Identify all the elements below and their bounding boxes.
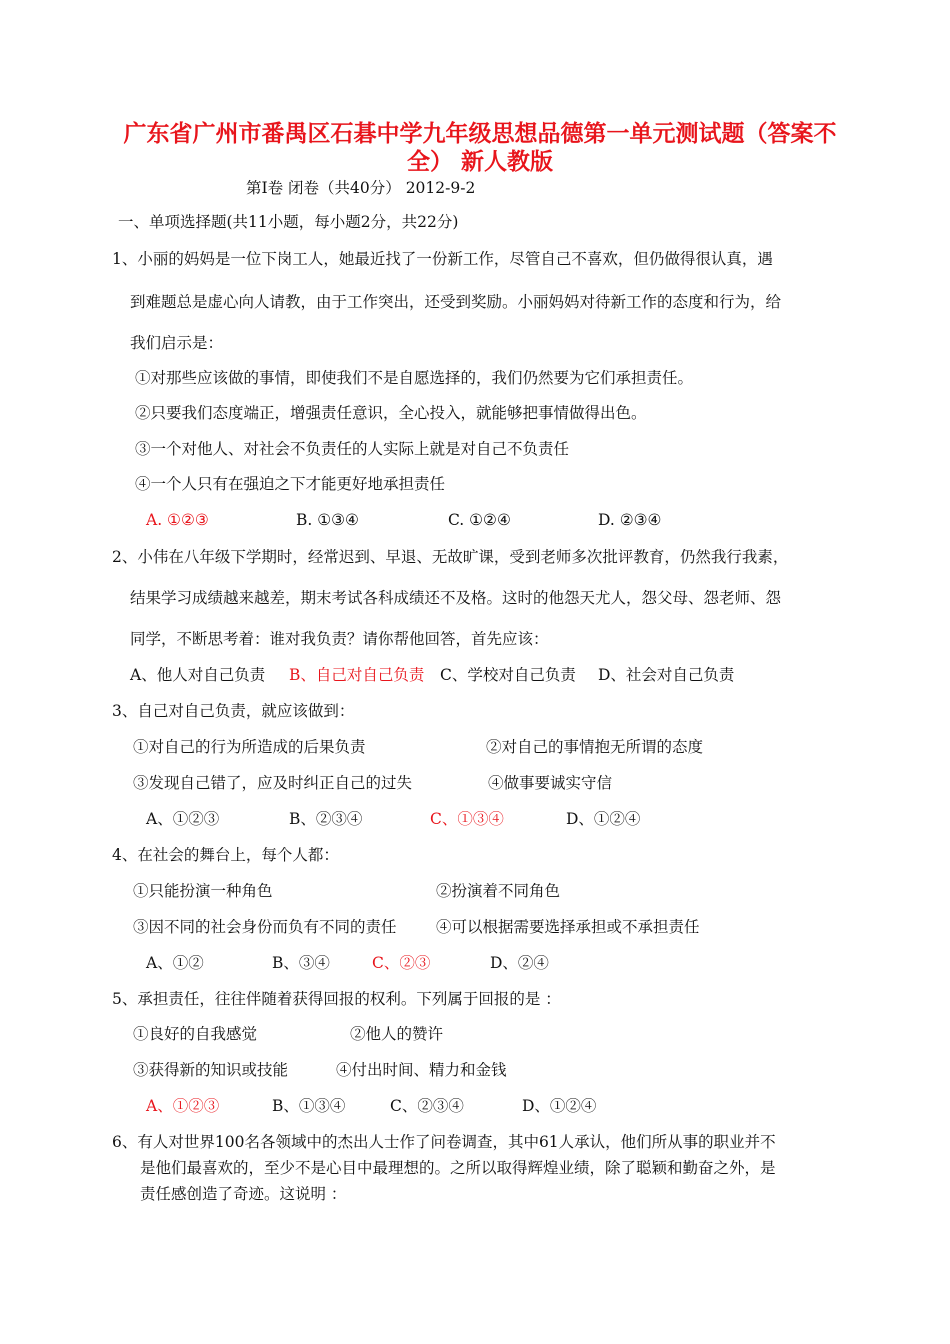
q6-stem-line-2: 是他们最喜欢的，至少不是心目中最理想的。之所以取得辉煌业绩，除了聪颖和勤奋之外，是: [140, 1159, 776, 1177]
q5-stem: 5、承担责任，往往伴随着获得回报的权利。下列属于回报的是 ：: [112, 990, 561, 1008]
q5-statement-2: ②他人的赞许: [350, 1025, 444, 1043]
q3-statement-1: ①对自己的行为所造成的后果负责: [133, 738, 366, 756]
q6-stem-line-1: 6、有人对世界100名各领域中的杰出人士作了问卷调查，其中61人承认，他们所从事的职业并不: [112, 1133, 776, 1151]
q3-option-c: C、①③④: [430, 810, 504, 828]
q5-statement-3: ③获得新的知识或技能: [133, 1061, 289, 1079]
q4-option-d: D、②④: [490, 954, 549, 972]
exam-subtitle: 第Ⅰ卷 闭卷（共40分） 2012-9-2: [246, 179, 476, 197]
q2-option-b: B、自己对自己负责: [289, 666, 425, 684]
q4-statement-4: ④可以根据需要选择承担或不承担责任: [436, 918, 700, 936]
q5-statement-1: ①良好的自我感觉: [133, 1025, 258, 1043]
q1-option-d: D. ②③④: [598, 511, 662, 529]
q2-option-a: A、他人对自己负责: [130, 666, 266, 684]
q2-option-d: D、社会对自己负责: [598, 666, 735, 684]
document-title: [120, 120, 840, 176]
q5-option-a: A、①②③: [146, 1097, 220, 1115]
q1-statement-2: ②只要我们态度端正，增强责任意识，全心投入，就能够把事情做得出色。: [135, 404, 647, 422]
q2-stem-line-1: 2、小伟在八年级下学期时，经常迟到、早退、无故旷课，受到老师多次批评教育，仍然我行我素，: [112, 548, 789, 566]
q2-stem-line-2: 结果学习成绩越来越差，期末考试各科成绩还不及格。这时的他怨天尤人，怨父母、怨老师、怨: [130, 589, 782, 607]
title-line-1: 广东省广州市番禺区石碁中学九年级思想品德第一单元测试题（答案不: [123, 120, 837, 147]
q6-stem-line-3: 责任感创造了奇迹。这说明 ：: [140, 1185, 347, 1203]
title-line-2: 全） 新人教版: [406, 148, 553, 175]
q3-option-a: A、①②③: [146, 810, 220, 828]
q1-stem-line-1: 1、小丽的妈妈是一位下岗工人，她最近找了一份新工作，尽管自己不喜欢，但仍做得很认真，遇: [112, 250, 773, 268]
q1-option-a: A. ①②③: [146, 511, 209, 529]
q2-option-c: C、学校对自己负责: [440, 666, 576, 684]
q1-statement-1: ①对那些应该做的事情，即使我们不是自愿选择的，我们仍然要为它们承担责任。: [135, 369, 694, 387]
q3-stem: 3、自己对自己负责，就应该做到：: [112, 702, 355, 720]
q3-option-b: B、②③④: [289, 810, 363, 828]
q3-option-d: D、①②④: [566, 810, 641, 828]
q2-stem-line-3: 同学，不断思考着：谁对我负责？请你帮他回答，首先应该：: [130, 630, 549, 648]
q1-option-b: B. ①③④: [296, 511, 359, 529]
q1-stem-line-2: 到难题总是虚心向人请教，由于工作突出，还受到奖励。小丽妈妈对待新工作的态度和行为，给: [130, 293, 782, 311]
q1-stem-line-3: 我们启示是：: [130, 334, 224, 352]
q3-statement-3: ③发现自己错了，应及时纠正自己的过失: [133, 774, 413, 792]
q1-statement-4: ④一个人只有在强迫之下才能更好地承担责任: [135, 475, 446, 493]
q3-statement-2: ②对自己的事情抱无所谓的态度: [486, 738, 704, 756]
section-heading: 一、单项选择题(共11小题，每小题2分，共22分): [118, 213, 459, 231]
q4-option-c: C、②③: [372, 954, 431, 972]
q3-statement-4: ④做事要诚实守信: [488, 774, 613, 792]
q4-statement-3: ③因不同的社会身份而负有不同的责任: [133, 918, 397, 936]
q5-statement-4: ④付出时间、精力和金钱: [336, 1061, 507, 1079]
q1-option-c: C. ①②④: [448, 511, 511, 529]
q4-statement-2: ②扮演着不同角色: [436, 882, 561, 900]
q4-option-a: A、①②: [146, 954, 204, 972]
q4-statement-1: ①只能扮演一种角色: [133, 882, 273, 900]
q4-stem: 4、在社会的舞台上，每个人都：: [112, 846, 339, 864]
q1-statement-3: ③一个对他人、对社会不负责任的人实际上就是对自己不负责任: [135, 440, 570, 458]
q4-option-b: B、③④: [272, 954, 330, 972]
q5-option-c: C、②③④: [390, 1097, 464, 1115]
q5-option-d: D、①②④: [522, 1097, 597, 1115]
q5-option-b: B、①③④: [272, 1097, 346, 1115]
